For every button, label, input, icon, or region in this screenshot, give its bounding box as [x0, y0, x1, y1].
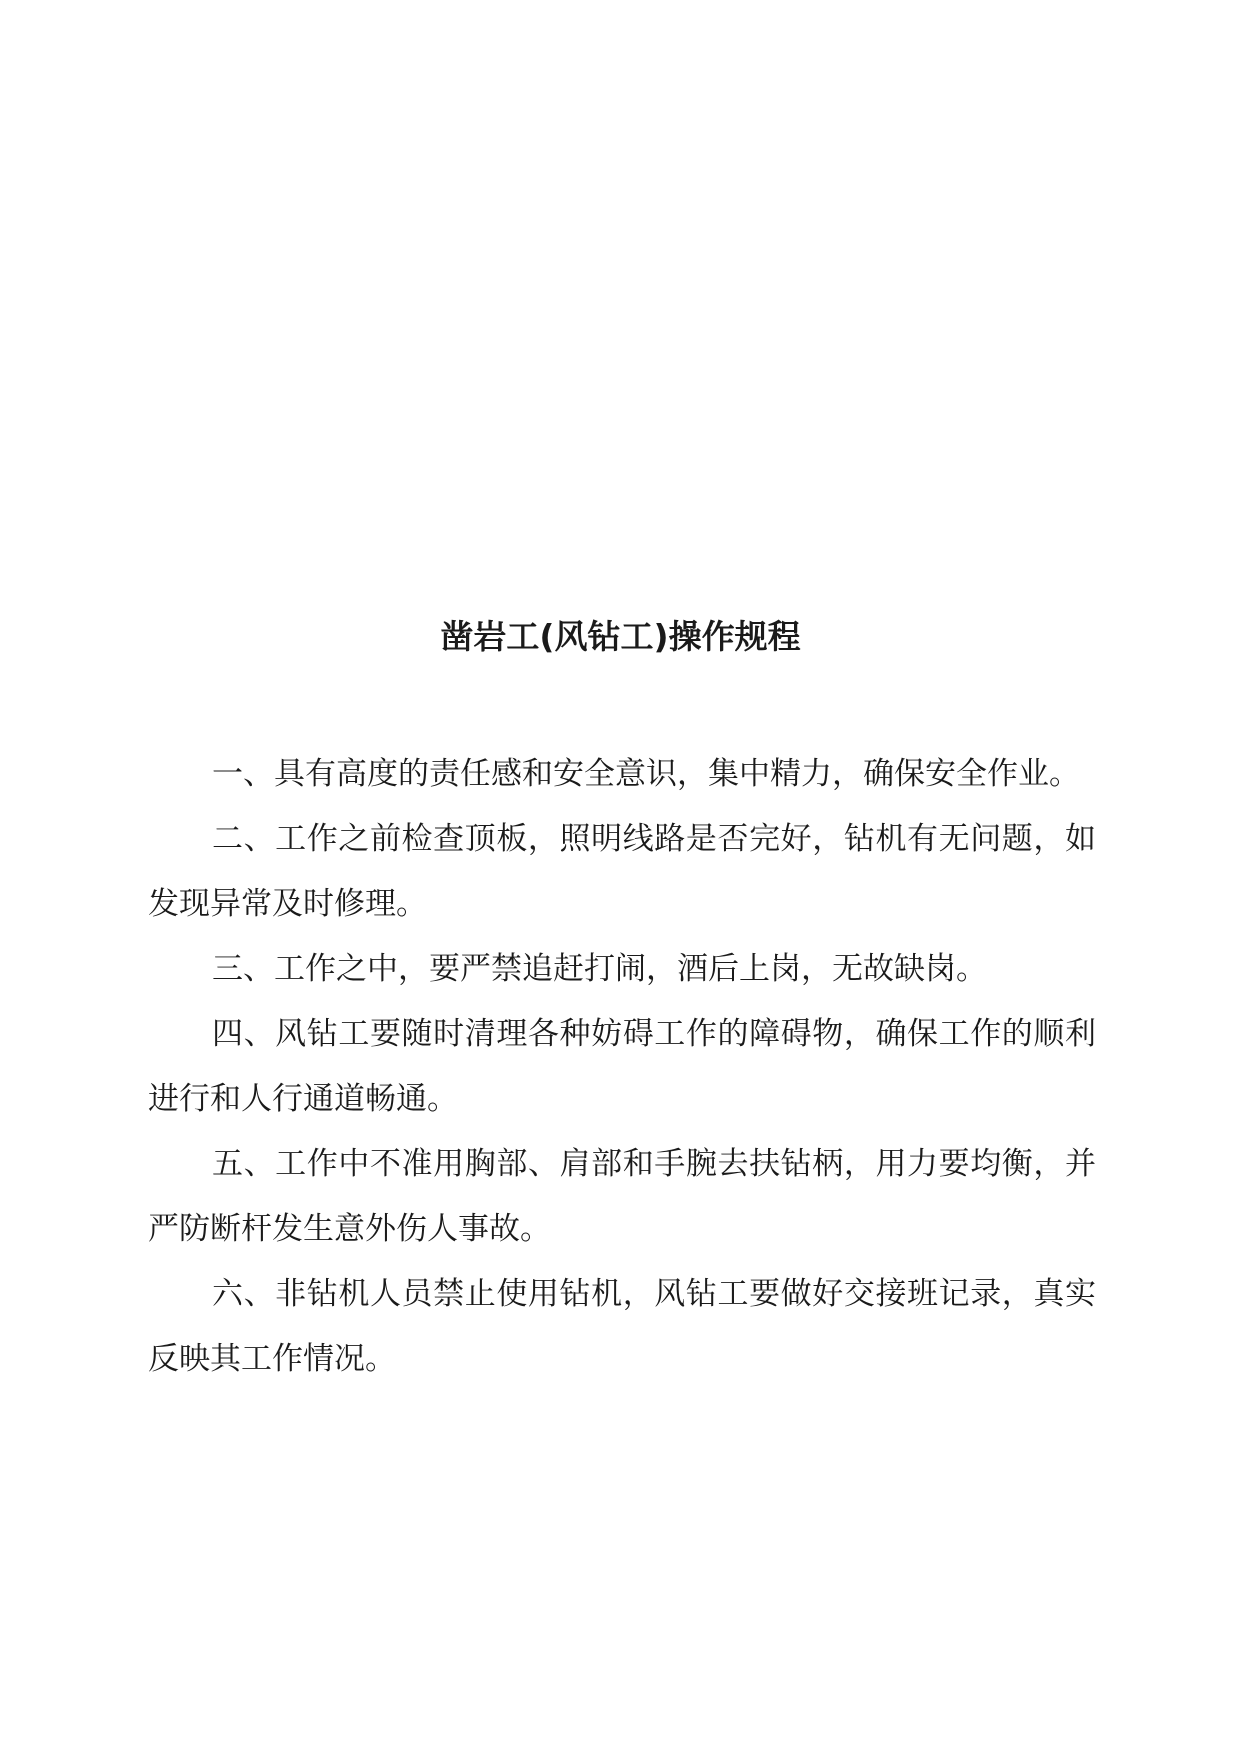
paragraph-2: 二、工作之前检查顶板，照明线路是否完好，钻机有无问题，如发现异常及时修理。	[148, 821, 1096, 922]
paragraph-3: 三、工作之中，要严禁追赶打闹，酒后上岗，无故缺岗。	[212, 951, 987, 987]
document-body	[148, 742, 1096, 1392]
paragraph-4: 四、风钻工要随时清理各种妨碍工作的障碍物，确保工作的顺利进行和人行通道畅通。	[148, 1016, 1096, 1117]
paragraph-6: 六、非钻机人员禁止使用钻机，风钻工要做好交接班记录，真实反映其工作情况。	[148, 1276, 1096, 1377]
document-title: 凿岩工(风钻工)操作规程	[440, 617, 801, 656]
paragraph-5: 五、工作中不准用胸部、肩部和手腕去扶钻柄，用力要均衡，并严防断杆发生意外伤人事故。	[148, 1146, 1096, 1247]
paragraph-1: 一、具有高度的责任感和安全意识，集中精力，确保安全作业。	[212, 756, 1080, 792]
